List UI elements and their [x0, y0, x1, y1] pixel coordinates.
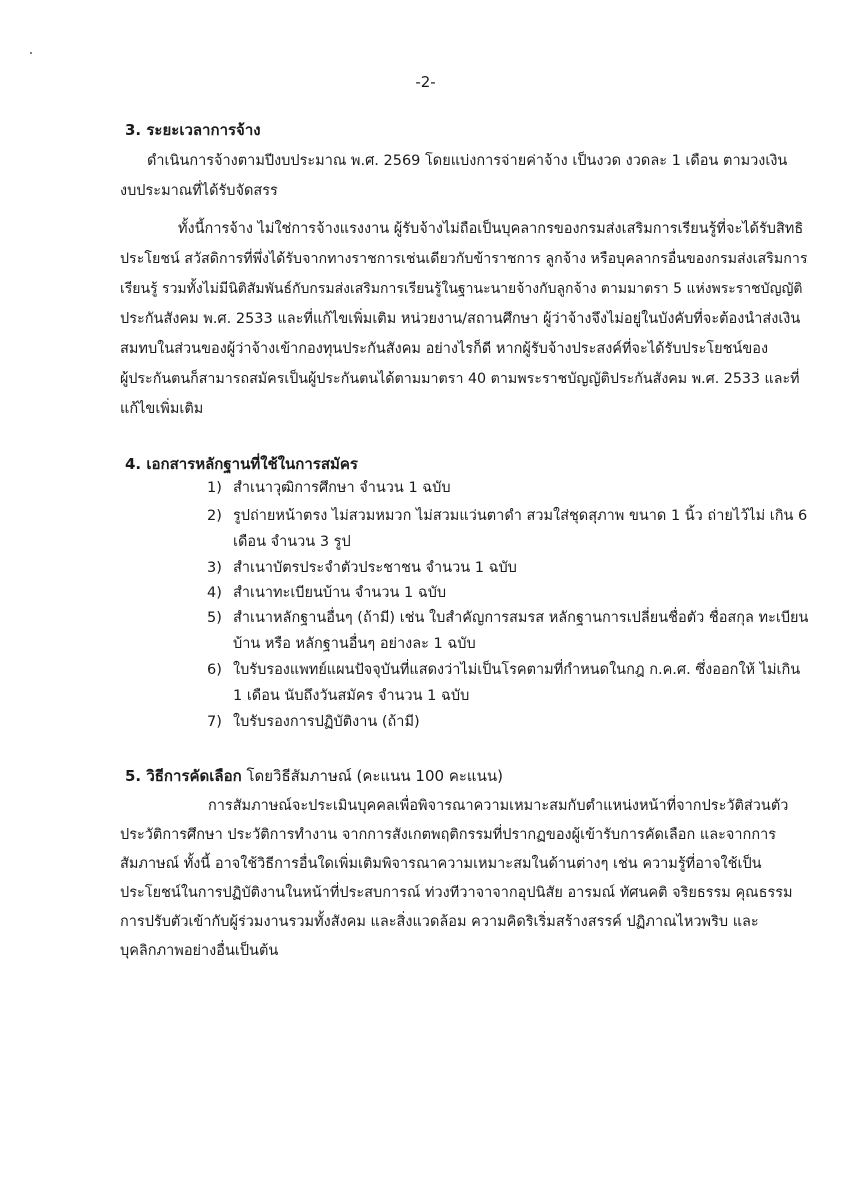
section-5-heading-bold: 5. วิธีการคัดเลือก [125, 767, 242, 785]
s3-para2-line: ทั้งนี้การจ้าง ไม่ใช่การจ้างแรงงาน ผู้รับจ้างไม่ถือเป็นบุคลากรของกรมส่งเสริมการเรียนรู้ที่จะได้รับสิทธิ [178, 221, 804, 237]
s3-para2-line: ผู้ประกันตนก็สามารถสมัครเป็นผู้ประกันตนได้ตามมาตรา 40 ตามพระราชบัญญัติประกันสังคม พ.ศ. 2533 และที่ [120, 371, 800, 387]
section-4-heading: 4. เอกสารหลักฐานที่ใช้ในการสมัคร [125, 455, 358, 473]
page-number: -2- [415, 73, 436, 91]
list-item-text: สำเนาหลักฐานอื่นๆ (ถ้ามี) เช่น ใบสำคัญการสมรส หลักฐานการเปลี่ยนชื่อตัว ชื่อสกุล ทะเบียน [233, 610, 809, 626]
list-item-text: สำเนาวุฒิการศึกษา จำนวน 1 ฉบับ [233, 480, 451, 496]
list-item-number: 4) [207, 585, 222, 601]
s3-para2-line: ประกันสังคม พ.ศ. 2533 และที่แก้ไขเพิ่มเติม หน่วยงาน/สถานศึกษา ผู้ว่าจ้างจึงไม่อยู่ในบังคับที่จะต้องนำส่งเงิน [120, 311, 801, 327]
list-item-text: ใบรับรองการปฏิบัติงาน (ถ้ามี) [233, 714, 420, 730]
s3-para2-line: ประโยชน์ สวัสดิการที่พึ่งได้รับจากทางราชการเช่นเดียวกับข้าราชการ ลูกจ้าง หรือบุคลากรอื่นของกรมส่งเสริมการ [120, 251, 808, 267]
list-item-text: รูปถ่ายหน้าตรง ไม่สวมหมวก ไม่สวมแว่นตาดำ สวมใส่ชุดสุภาพ ขนาด 1 นิ้ว ถ่ายไว้ไม่ เกิน 6 [233, 508, 808, 524]
section-3-heading: 3. ระยะเวลาการจ้าง [125, 121, 261, 139]
list-item-number: 7) [207, 714, 222, 730]
list-item-text: บ้าน หรือ หลักฐานอื่นๆ อย่างละ 1 ฉบับ [233, 636, 476, 652]
s5-para-line: บุคลิกภาพอย่างอื่นเป็นต้น [120, 943, 279, 959]
list-item-number: 2) [207, 508, 222, 524]
s5-para-line: ประวัติการศึกษา ประวัติการทำงาน จากการสังเกตพฤติกรรมที่ปรากฏของผู้เข้ารับการคัดเลือก และจากการ [120, 827, 777, 843]
s3-para2-line: เรียนรู้ รวมทั้งไม่มีนิติสัมพันธ์กับกรมส่งเสริมการเรียนรู้ในฐานะนายจ้างกับลูกจ้าง ตามมาตรา 5 แห่งพระราชบัญญัติ [120, 281, 803, 297]
list-item-number: 5) [207, 610, 222, 626]
list-item-number: 6) [207, 662, 222, 678]
list-item-number: 3) [207, 560, 222, 576]
section-5-heading [125, 764, 503, 788]
list-item-text: ใบรับรองแพทย์แผนปัจจุบันที่แสดงว่าไม่เป็นโรคตามที่กำหนดในกฎ ก.ค.ศ. ซึ่งออกให้ ไม่เกิน [233, 662, 801, 678]
s5-para-line: สัมภาษณ์ ทั้งนี้ อาจใช้วิธีการอื่นใดเพิ่มเติมพิจารณาความเหมาะสมในด้านต่างๆ เช่น ความรู้ที่อาจใช้เป็น [120, 856, 762, 872]
list-item-text: สำเนาทะเบียนบ้าน จำนวน 1 ฉบับ [233, 585, 447, 601]
s3-para1-line: งบประมาณที่ได้รับจัดสรร [120, 183, 278, 199]
list-item-text: สำเนาบัตรประจำตัวประชาชน จำนวน 1 ฉบับ [233, 560, 517, 576]
s5-para-line: การสัมภาษณ์จะประเมินบุคคลเพื่อพิจารณาความเหมาะสมกับตำแหน่งหน้าที่จากประวัติส่วนตัว [208, 798, 789, 814]
scan-speck [30, 52, 32, 54]
s3-para2-line: สมทบในส่วนของผู้ว่าจ้างเข้ากองทุนประกันสังคม อย่างไรก็ดี หากผู้รับจ้างประสงค์ที่จะได้รับประโยชน์ของ [120, 341, 769, 357]
s3-para1-line: ดำเนินการจ้างตามปีงบประมาณ พ.ศ. 2569 โดยแบ่งการจ่ายค่าจ้าง เป็นงวด งวดละ 1 เดือน ตามวงเงิน [147, 153, 788, 169]
list-item-number: 1) [207, 480, 222, 496]
s5-para-line: การปรับตัวเข้ากับผู้ร่วมงานรวมทั้งสังคม และสิ่งแวดล้อม ความคิดริเริ่มสร้างสรรค์ ปฏิภาณไหวพริบ และ [120, 914, 759, 930]
s3-para2-line: แก้ไขเพิ่มเติม [120, 401, 204, 417]
list-item-text: 1 เดือน นับถึงวันสมัคร จำนวน 1 ฉบับ [233, 688, 470, 704]
list-item-text: เดือน จำนวน 3 รูป [233, 534, 351, 550]
section-5-heading-suffix: โดยวิธีสัมภาษณ์ (คะแนน 100 คะแนน) [241, 767, 503, 785]
s5-para-line: ประโยชน์ในการปฏิบัติงานในหน้าที่ประสบการณ์ ท่วงทีวาจาจากอุปนิสัย อารมณ์ ทัศนคติ จริยธรรม คุณธรรม [120, 885, 793, 901]
